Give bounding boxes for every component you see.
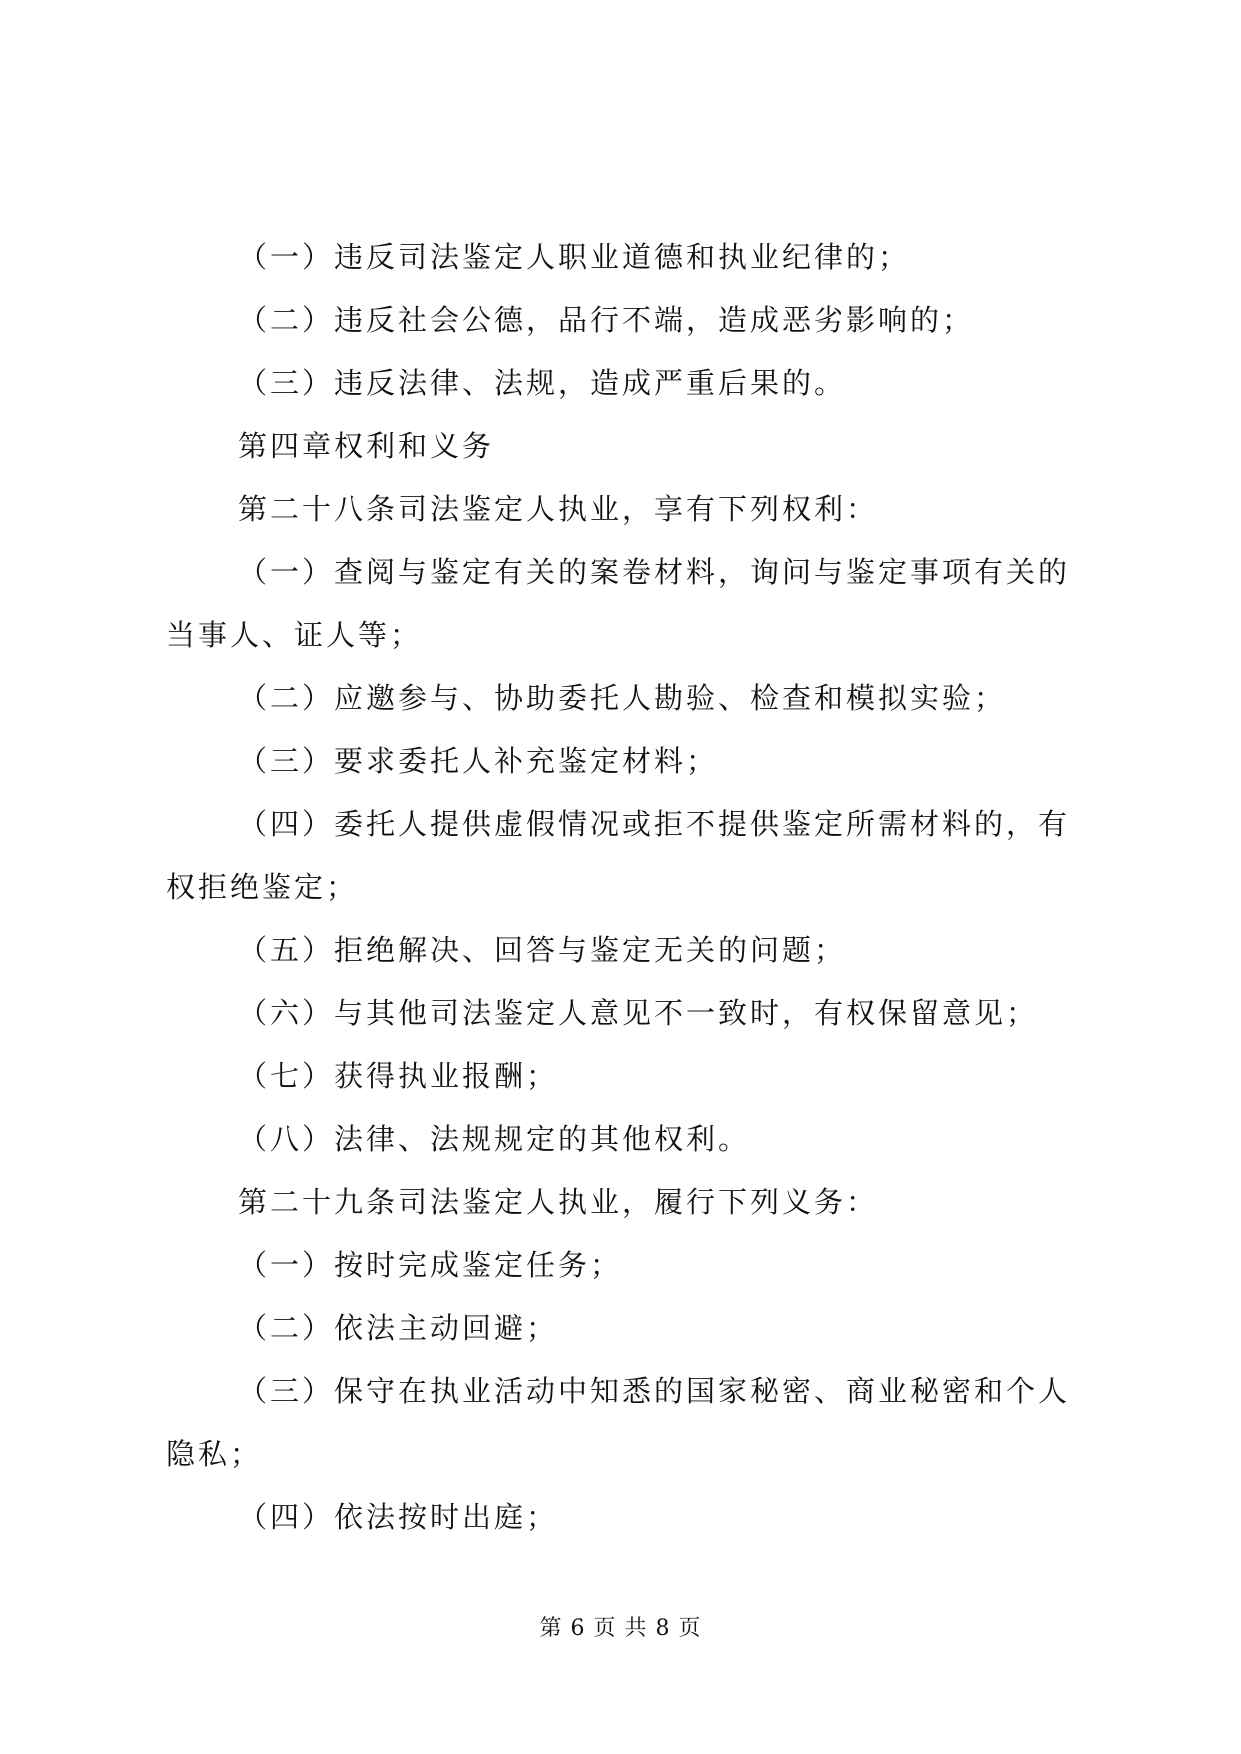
clause-continuation: 权拒绝鉴定；: [166, 870, 359, 904]
clause-line: （八）法律、法规规定的其他权利。: [238, 1122, 751, 1156]
clause-line: （一）查阅与鉴定有关的案卷材料，询问与鉴定事项有关的: [238, 555, 1071, 589]
clause-line: （一）按时完成鉴定任务；: [238, 1248, 623, 1282]
chapter-heading: 第四章权利和义务: [238, 429, 495, 463]
clause-line: （六）与其他司法鉴定人意见不一致时，有权保留意见；: [238, 996, 1039, 1030]
clause-line: （四）依法按时出庭；: [238, 1500, 559, 1534]
clause-line: （二）应邀参与、协助委托人勘验、检查和模拟实验；: [238, 681, 1007, 715]
clause-line: （七）获得执业报酬；: [238, 1059, 559, 1093]
clause-continuation: 当事人、证人等；: [166, 618, 423, 652]
clause-line: （一）违反司法鉴定人职业道德和执业纪律的；: [238, 240, 911, 274]
clause-continuation: 隐私；: [166, 1437, 263, 1471]
clause-line: （二）依法主动回避；: [238, 1311, 559, 1345]
article-heading: 第二十九条司法鉴定人执业，履行下列义务：: [238, 1185, 879, 1219]
clause-line: （四）委托人提供虚假情况或拒不提供鉴定所需材料的，有: [238, 807, 1071, 841]
clause-line: （三）违反法律、法规，造成严重后果的。: [238, 366, 847, 400]
clause-line: （五）拒绝解决、回答与鉴定无关的问题；: [238, 933, 847, 967]
clause-line: （三）要求委托人补充鉴定材料；: [238, 744, 719, 778]
article-heading: 第二十八条司法鉴定人执业，享有下列权利：: [238, 492, 879, 526]
clause-line: （二）违反社会公德，品行不端，造成恶劣影响的；: [238, 303, 975, 337]
clause-line: （三）保守在执业活动中知悉的国家秘密、商业秘密和个人: [238, 1374, 1071, 1408]
page-number-footer: 第 6 页 共 8 页: [539, 1616, 702, 1641]
